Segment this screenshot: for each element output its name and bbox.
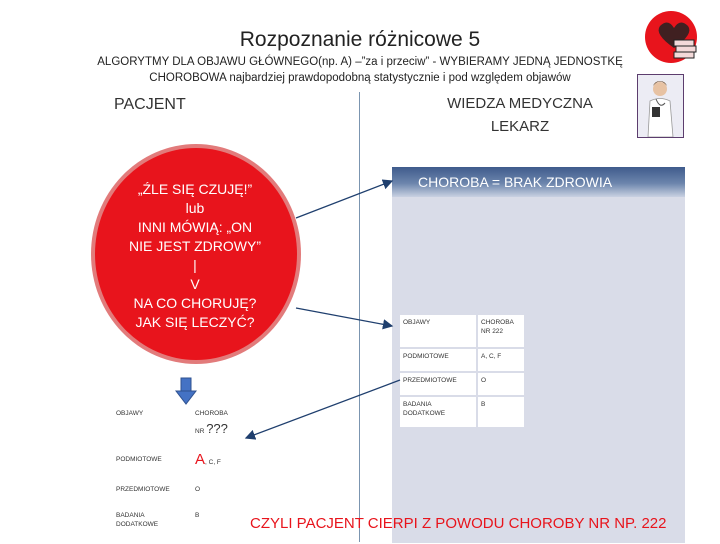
complaint-line: NIE JEST ZDROWY”	[129, 238, 261, 254]
table-cell: PODMIOTOWE	[113, 452, 190, 480]
main-symptom-letter: A	[195, 451, 206, 468]
table-cell	[192, 452, 238, 480]
patient-complaint-text	[105, 180, 285, 332]
table-row	[113, 406, 238, 450]
table-cell: B	[478, 397, 524, 427]
knowledge-label-line-1: WIEDZA MEDYCZNA	[447, 95, 593, 112]
knowledge-column-label	[440, 92, 600, 138]
complaint-line: |	[193, 257, 197, 273]
arrow-patient-to-knowledge	[296, 181, 392, 218]
table-row	[400, 397, 524, 427]
table-cell: CHOROBA NR 222	[478, 315, 524, 347]
clipart-heart-books-icon	[640, 10, 702, 66]
table-cell: PODMIOTOWE	[400, 349, 476, 371]
unknown-disease-marker: ???	[206, 421, 228, 436]
table-row	[400, 315, 524, 347]
table-row	[113, 508, 238, 542]
table-cell	[192, 406, 238, 450]
arrow-table-to-patient	[246, 380, 400, 438]
column-divider	[359, 92, 360, 542]
slide-subtitle	[70, 54, 650, 86]
complaint-line: lub	[185, 200, 205, 216]
table-cell: O	[478, 373, 524, 395]
table-cell: A, C, F	[478, 349, 524, 371]
complaint-line: „ŹLE SIĘ CZUJĘ!”	[137, 181, 253, 197]
patient-symptoms-table	[111, 404, 240, 544]
disease-criteria-table	[398, 313, 526, 429]
table-row	[113, 482, 238, 506]
complaint-line: INNI MÓWIĄ: „ON	[137, 219, 253, 235]
table-cell: OBJAWY	[113, 406, 190, 450]
cell-line: CHOROBA	[195, 410, 228, 417]
complaint-line: V	[190, 276, 200, 292]
doctor-figure-icon	[637, 74, 684, 138]
knowledge-panel-header	[392, 167, 685, 197]
cell-line	[195, 421, 235, 436]
table-cell: BADANIA DODATKOWE	[113, 508, 190, 542]
table-cell: BADANIA DODATKOWE	[400, 397, 476, 427]
table-row	[400, 373, 524, 395]
table-cell: PRZEDMIOTOWE	[400, 373, 476, 395]
complaint-line: NA CO CHORUJĘ?	[133, 295, 257, 311]
down-arrow-icon	[175, 377, 197, 405]
table-cell: OBJAWY	[400, 315, 476, 347]
conclusion-text: CZYLI PACJENT CIERPI Z POWODU CHOROBY NR NP. 222	[250, 515, 667, 532]
complaint-line: JAK SIĘ LECZYĆ?	[135, 314, 255, 330]
subtitle-line-2: CHOROBOWA najbardziej prawdopodobną statystycznie i pod względem objawów	[149, 72, 571, 84]
table-row	[113, 452, 238, 480]
knowledge-label-line-2: LEKARZ	[490, 118, 550, 135]
arrow-circle-to-table	[296, 308, 392, 326]
table-cell: B	[192, 508, 238, 542]
table-row	[400, 349, 524, 371]
knowledge-header-text: CHOROBA = BRAK ZDROWIA	[418, 174, 613, 190]
table-cell: PRZEDMIOTOWE	[113, 482, 190, 506]
cell-text: NR	[195, 428, 205, 435]
patient-column-label: PACJENT	[114, 96, 186, 113]
cell-text: , C, F	[205, 459, 221, 466]
subtitle-line-1: ALGORYTMY DLA OBJAWU GŁÓWNEGO(np. A) –”za i przeciw” - WYBIERAMY JEDNĄ JEDNOSTKĘ	[97, 56, 623, 68]
slide-title: Rozpoznanie różnicowe 5	[239, 28, 481, 51]
table-cell: O	[192, 482, 238, 506]
